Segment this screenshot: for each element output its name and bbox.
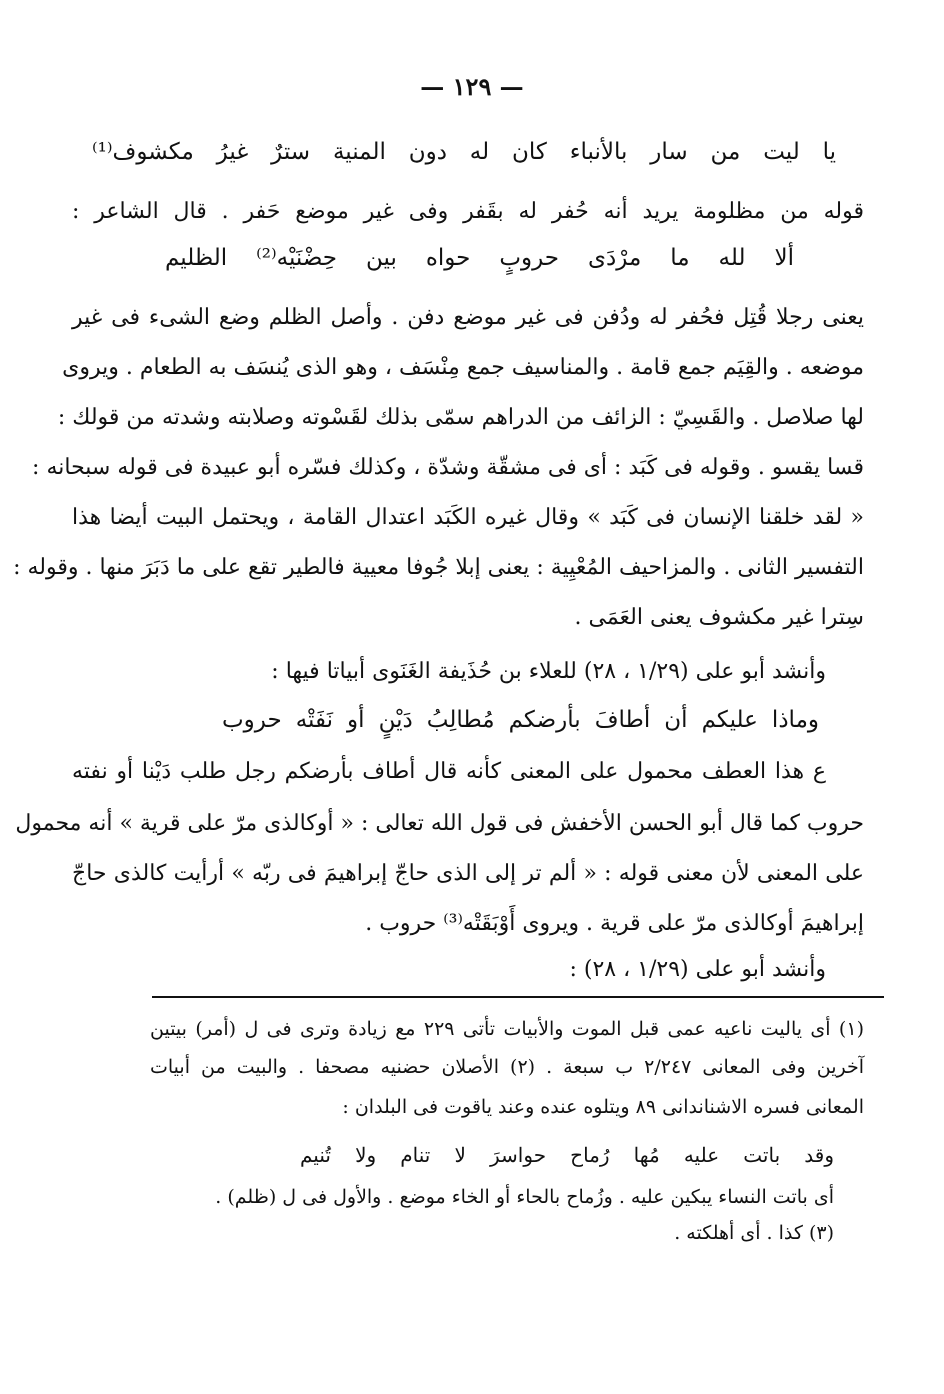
body-line-7: التفسير الثانى . والمزاحيف المُعْيِية : يعنى إبلا جُوفا معيية فالطير تقع على ما دَبَرَ منها . وقوله : (13, 555, 864, 580)
body-line-8: سِترا غير مكشوف يعنى العَمَى . (574, 605, 864, 630)
body-line-4: لها صلاصل . والقَسِيّ : الزائف من الدراهم سمّى بذلك لقَسْوته وصلابته وشدته من قولك : (57, 405, 864, 430)
body-line-11: حروب كما قال أبو الحسن الأخفش فى قول الله تعالى : « أوكالذى مرّ على قرية » أنه محمول (15, 811, 864, 836)
footnote-line-3: المعانى فسره الاشناندانى ٨٩ ويتلوه عنده وعند ياقوت فى البلدان : (342, 1096, 864, 1118)
verse-line-1: يا ليت من سار بالأنباء كان له دون المنية سترٌ غيرُ مكشوف⁽¹⁾ (92, 139, 836, 165)
body-line-10: ع هذا العطف محمول على المعنى كأنه قال أطاف بأرضكم رجل طلب دَيْنا أو نفته (72, 759, 827, 784)
footnote-line-5: (٣) كذا . أى أهلكته . (674, 1222, 834, 1244)
body-line-5: قسا يقسو . وقوله فى كَبَد : أى فى مشقّة وشدّة ، وكذلك فسّره أبو عبيدة فى قوله سبحانه : (32, 455, 864, 480)
body-line-9: وأنشد أبو على (١/٢٩ ، ٢٨) للعلاء بن حُذَيفة الغَنَوى أبياتا فيها : (271, 659, 826, 684)
body-line-2: يعنى رجلا قُتِل فحُفر له ودُفن فى غير موضع دفن . وأصل الظلم وضع الشىء فى غير (72, 305, 864, 330)
verse-line-2: ألا لله ما مرْدَى حروبٍ حواه بين حِضْنَيْه⁽²⁾ الظليم (165, 245, 794, 271)
body-line-13: إبراهيمَ أوكالذى مرّ على قرية . ويروى أَوْبَقَتْه⁽³⁾ حروب . (365, 911, 864, 936)
footnote-line-2: آخرين وفى المعانى ٢/٢٤٧ ب سبعة . (٢) الأصلان حضنيه مصحفا . والبيت من أبيات (150, 1056, 864, 1078)
page-number: — ١٢٩ — (420, 72, 524, 101)
footnote-separator (152, 996, 884, 998)
footnote-line-4: أى باتت النساء يبكين عليه . وزُماح بالحاء أو الخاء موضع . والأول فى ل (ظلم) . (215, 1186, 834, 1208)
body-line-12: على المعنى لأن معنى قوله : « ألم تر إلى الذى حاجّ إبراهيمَ فى ربّه » أرأيت كالذى حاجّ (72, 861, 864, 886)
body-line-1: قوله من مظلومة يريد أنه حُفر له بقَفر وفى غير موضع حَفر . قال الشاعر : (72, 199, 864, 224)
body-line-6: « لقد خلقنا الإنسان فى كَبَد » وقال غيره الكَبَد اعتدال القامة ، ويحتمل البيت أيضا هذا (72, 505, 864, 530)
footnote-verse: وقد باتت عليه مُها رُماح حواسرَ لا تنام ولا تُنيم (300, 1143, 834, 1167)
body-line-3: موضعه . والقِيَم جمع قامة . والمناسيف جمع مِنْسَف ، وهو الذى يُنسَف به الطعام . ويروى (62, 355, 864, 380)
body-line-14: وأنشد أبو على (١/٢٩ ، ٢٨) : (569, 957, 826, 982)
footnote-line-1: (١) أى ياليت ناعيه عمى قبل الموت والأبيات تأتى ٢٢٩ مع زيادة وترى فى ل (أمر) بيتين (150, 1018, 864, 1040)
verse-line-3: وماذا عليكم أن أطافَ بأرضكم مُطالِبُ دَيْنٍ أو نَفَتْه حروب (222, 707, 819, 733)
